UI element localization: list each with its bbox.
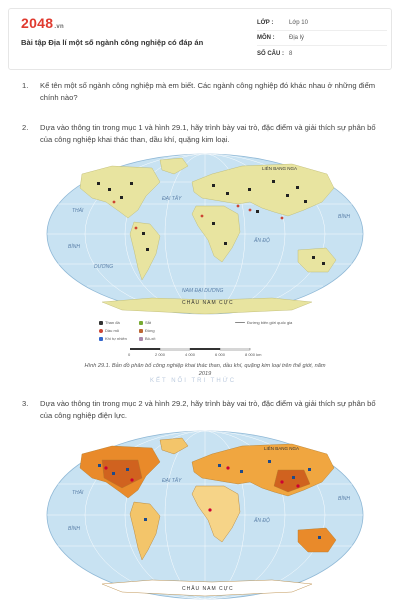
svg-text:LIÊN BANG NGA: LIÊN BANG NGA bbox=[264, 446, 300, 451]
svg-text:ẤN ĐỘ: ẤN ĐỘ bbox=[254, 238, 270, 244]
legend-item bbox=[99, 336, 127, 341]
svg-text:CHÂU NAM CỰC: CHÂU NAM CỰC bbox=[182, 586, 234, 592]
svg-text:CHÂU NAM CỰC: CHÂU NAM CỰC bbox=[182, 300, 234, 306]
legend-label: Khí tự nhiên bbox=[105, 336, 127, 341]
meta-table bbox=[257, 16, 387, 61]
meta-row-class bbox=[257, 16, 387, 31]
question-3 bbox=[22, 398, 392, 424]
meta-value: Lớp 10 bbox=[289, 20, 308, 26]
meta-key: SỐ CÂU : bbox=[257, 50, 284, 57]
brand-logo[interactable] bbox=[21, 15, 64, 31]
legend-item bbox=[139, 336, 155, 341]
legend-item bbox=[235, 320, 292, 325]
question-text: Dựa vào thông tin trong mục 2 và hình 29.2, hãy trình bày vai trò, đặc điểm và giải thích sự phân bố của công nghiệp điện lực. bbox=[40, 399, 376, 420]
map-electricity-svg bbox=[42, 430, 368, 600]
svg-text:ĐẠI TÂY: ĐẠI TÂY bbox=[162, 196, 182, 202]
legend-swatch bbox=[99, 337, 103, 341]
meta-value: Địa lý bbox=[289, 35, 305, 41]
meta-row-subject bbox=[257, 31, 387, 46]
map2-label: THÁI bbox=[72, 490, 84, 496]
map-scale bbox=[125, 348, 275, 358]
legend-label: Đường biên giới quốc gia bbox=[247, 320, 293, 325]
world-map-electricity bbox=[42, 430, 368, 600]
question-1 bbox=[22, 80, 392, 106]
legend-swatch bbox=[235, 322, 245, 323]
svg-text:ĐẠI TÂY: ĐẠI TÂY bbox=[162, 478, 182, 484]
svg-text:THÁI: THÁI bbox=[72, 208, 84, 214]
scale-label: 4 000 bbox=[185, 352, 196, 357]
brand-suffix: .vn bbox=[54, 24, 64, 30]
legend-swatch bbox=[99, 329, 103, 333]
figure-caption: Hình 29.1. Bản đồ phân bố công nghiệp khai thác than, dầu khí, quặng kim loại trên thế giới, năm 2019 bbox=[84, 363, 326, 377]
svg-text:BÌNH: BÌNH bbox=[338, 496, 350, 502]
svg-text:LIÊN BANG NGA: LIÊN BANG NGA bbox=[262, 166, 298, 171]
legend-swatch bbox=[99, 321, 103, 325]
question-text: Kể tên một số ngành công nghiệp mà em biết. Các ngành công nghiệp đó khác nhau ở những điểm chính nào? bbox=[40, 81, 376, 102]
question-number: 1. bbox=[22, 81, 29, 90]
legend-swatch bbox=[139, 337, 143, 341]
legend-swatch bbox=[139, 329, 143, 333]
map-legend bbox=[95, 318, 325, 348]
svg-text:DƯƠNG: DƯƠNG bbox=[94, 264, 114, 270]
legend-label: Sắt bbox=[145, 320, 152, 325]
svg-text:BÌNH: BÌNH bbox=[338, 214, 350, 220]
meta-row-count bbox=[257, 46, 387, 61]
meta-key: LỚP : bbox=[257, 20, 274, 26]
scale-label: 0 bbox=[128, 352, 131, 357]
svg-text:ẤN ĐỘ: ẤN ĐỘ bbox=[254, 518, 270, 524]
doc-header bbox=[8, 8, 392, 70]
watermark: KẾT NỐI TRI THỨC bbox=[150, 378, 237, 384]
legend-label: Bô-xít bbox=[145, 336, 156, 341]
legend-item bbox=[139, 320, 151, 325]
legend-item bbox=[99, 328, 119, 333]
world-map-mining bbox=[42, 152, 368, 317]
scale-label: 8 000 km bbox=[245, 352, 262, 357]
svg-text:BÌNH: BÌNH bbox=[68, 244, 80, 250]
map-mining-svg bbox=[42, 152, 368, 317]
legend-item bbox=[99, 320, 120, 325]
scale-label: 6 000 bbox=[215, 352, 226, 357]
scale-label: 2 000 bbox=[155, 352, 166, 357]
question-number: 2. bbox=[22, 123, 29, 132]
meta-value: 8 bbox=[289, 50, 293, 57]
question-number: 3. bbox=[22, 399, 29, 408]
legend-label: Than đá bbox=[105, 320, 120, 325]
legend-label: Đồng bbox=[145, 328, 155, 333]
meta-key: MÔN : bbox=[257, 35, 275, 41]
brand-name: 2048 bbox=[21, 15, 54, 31]
legend-swatch bbox=[139, 321, 143, 325]
legend-label: Dầu mỏ bbox=[105, 328, 120, 333]
question-2 bbox=[22, 122, 392, 148]
svg-text:NAM ĐẠI DƯƠNG: NAM ĐẠI DƯƠNG bbox=[182, 288, 224, 294]
question-text: Dựa vào thông tin trong mục 1 và hình 29.1, hãy trình bày vai trò, đặc điểm và giải thích sự phân bố của công nghiệp khai thác than, dầu khí, quặng kim loại. bbox=[40, 123, 376, 144]
page-title: Bài tập Địa lí một số ngành công nghiệp có đáp án bbox=[21, 38, 204, 47]
legend-item bbox=[139, 328, 155, 333]
svg-text:BÌNH: BÌNH bbox=[68, 526, 80, 532]
